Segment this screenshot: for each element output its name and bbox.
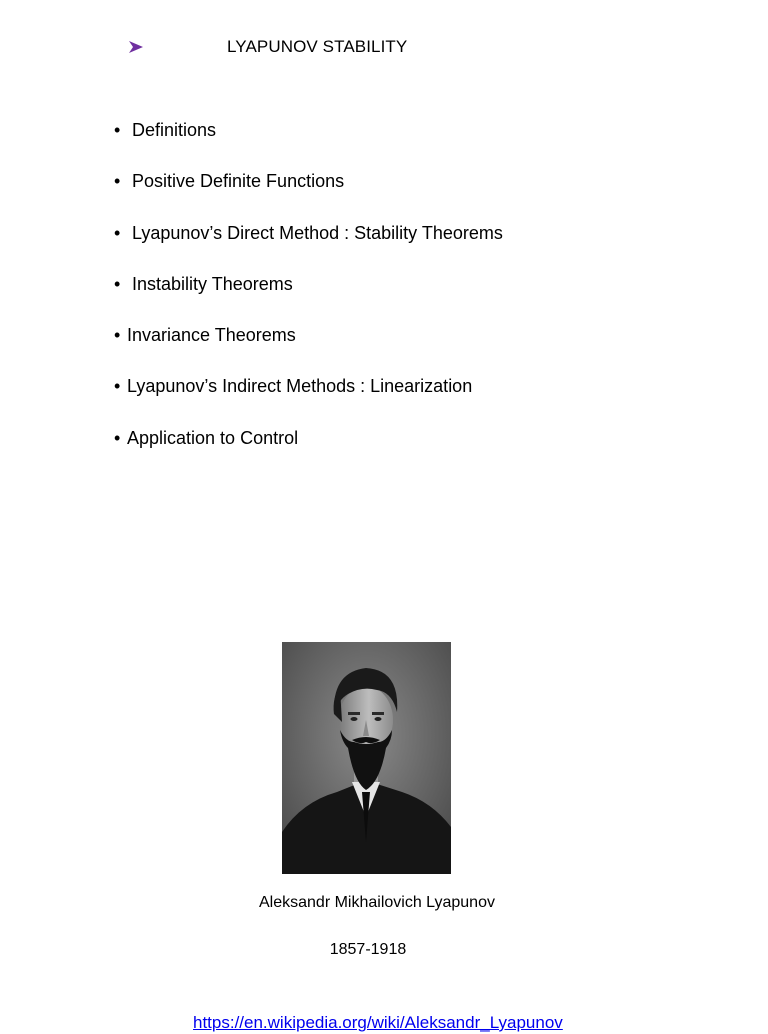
list-item [114,221,503,272]
wikipedia-link[interactable]: https://en.wikipedia.org/wiki/Aleksandr_Lyapunov [193,1013,563,1032]
bullet: • [114,325,121,346]
heading-row [128,36,144,58]
list-item-text: Definitions [132,120,217,140]
list-item [114,272,503,323]
list-item [114,426,503,477]
list-item-text: Lyapunov’s Direct Method : Stability Theorems [132,222,503,243]
bullet: • [114,273,121,294]
list-item-text: Lyapunov’s Indirect Methods : Linearization [127,376,473,397]
list-item-text: Invariance Theorems [127,325,296,346]
list-item [114,118,503,169]
list-item-text: Instability Theorems [132,273,293,294]
bullet: • [114,120,121,140]
arrow-bullet-icon [128,40,144,54]
list-item [114,169,503,220]
list-item [114,374,503,425]
list-item-text: Positive Definite Functions [132,171,345,192]
bullet: • [114,427,121,448]
portrait-caption-name: Aleksandr Mikhailovich Lyapunov [259,894,495,911]
page-title: LYAPUNOV STABILITY [227,37,408,56]
portrait-caption-years: 1857-1918 [329,941,407,958]
bullet: • [114,171,121,192]
list-item-text: Application to Control [127,427,299,448]
bullet: • [114,376,121,397]
portrait-photo [282,642,451,874]
bullet: • [114,222,121,243]
list-item [114,323,503,374]
outline-list [114,118,503,477]
